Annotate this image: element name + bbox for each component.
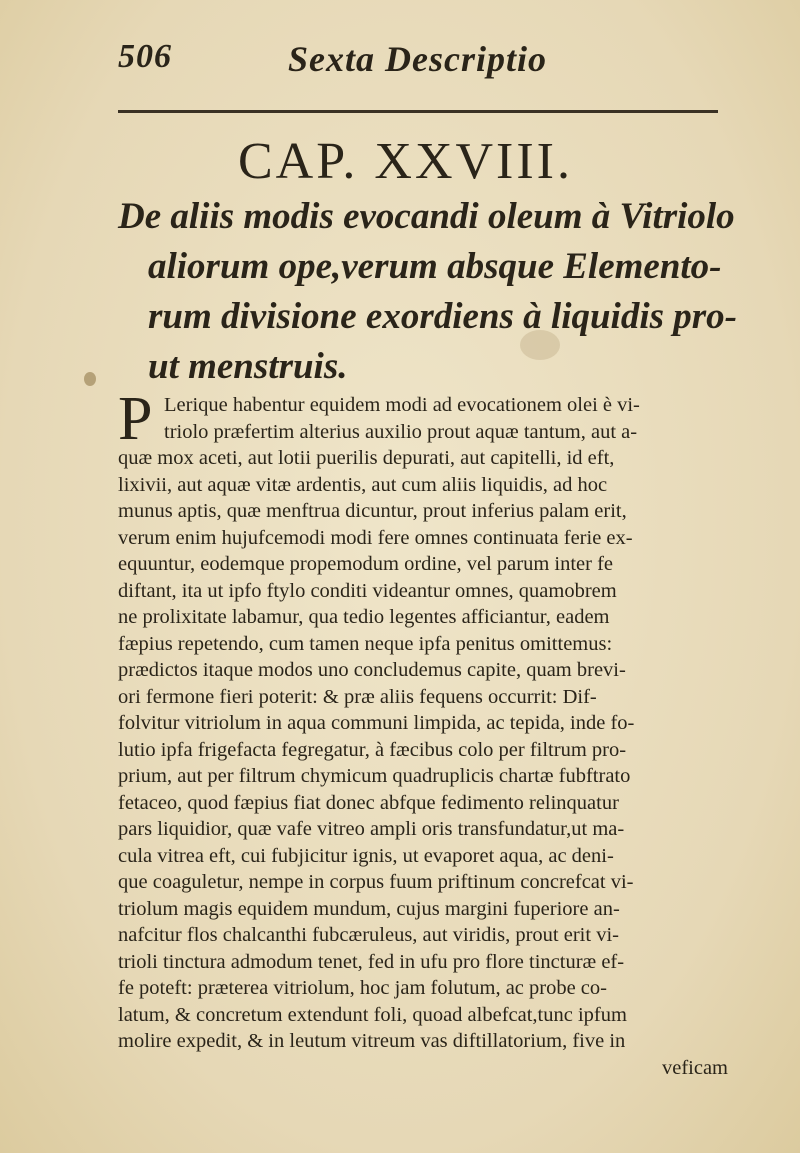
text-line: verum enim hujufcemodi modi fere omnes continuata ferie ex- [118, 526, 633, 549]
chapter-title-line: ut menstruis. [148, 346, 348, 387]
body-text [118, 385, 728, 1081]
text-line: nafcitur flos chalcanthi fubcæruleus, aut viridis, prout erit vi- [118, 924, 619, 946]
text-line: ne prolixitate labamur, qua tedio legentes afficiantur, eadem [118, 606, 610, 628]
ink-stain [84, 372, 96, 386]
chapter-heading: CAP. XXVIII. [238, 133, 573, 190]
page-number: 506 [118, 38, 172, 75]
text-line: latum, & concretum extendunt foli, quoad albefcat,tunc ipfum [118, 1003, 627, 1026]
running-head [118, 38, 718, 86]
chapter-title-line: rum divisione exordiens à liquidis pro- [148, 296, 737, 337]
text-line: trioli tinctura admodum tenet, fed in ufu pro flore tincturæ ef- [118, 950, 625, 973]
text-line: pars liquidior, quæ vafe vitreo ampli oris transfundatur,ut ma- [118, 818, 625, 840]
text-line: fæpius repetendo, cum tamen neque ipfa penitus omittemus: [118, 632, 613, 655]
text-line: lutio ipfa frigefacta fegregatur, à fæcibus colo per filtrum pro- [118, 738, 627, 761]
text-line: munus aptis, quæ menftrua dicuntur, prout inferius palam erit, [118, 500, 627, 522]
text-line: que coaguletur, nempe in corpus fuum priftinum concrefcat vi- [118, 871, 634, 893]
text-line: prædictos itaque modos uno concludemus capite, quam brevi- [118, 659, 626, 681]
text-line: quæ mox aceti, aut lotii puerilis depurati, aut capitelli, id eft, [118, 447, 615, 469]
header-rule [118, 110, 718, 113]
text-line: lixivii, aut aquæ vitæ ardentis, aut cum aliis liquidis, ad hoc [118, 473, 608, 496]
text-line: folvitur vitriolum in aqua communi limpida, ac tepida, inde fo- [118, 712, 635, 734]
chapter-title-line: aliorum ope,verum absque Elemento- [148, 246, 722, 287]
text-line: triolo præfertim alterius auxilio prout aquæ tantum, aut a- [164, 420, 638, 443]
text-line: fetaceo, quod fæpius fiat donec abfque fedimento relinquatur [118, 791, 619, 814]
text-line: fe poteft: præterea vitriolum, hoc jam folutum, ac probe co- [118, 977, 607, 999]
text-line: prium, aut per filtrum chymicum quadruplicis chartæ fubftrato [118, 765, 631, 787]
text-line: equuntur, eodemque propemodum ordine, vel parum inter fe [118, 553, 614, 575]
text-line: triolum magis equidem mundum, cujus margini fuperiore an- [118, 897, 620, 920]
chapter-title [118, 192, 743, 392]
drop-cap: P [118, 385, 153, 453]
text-line: molire expedit, & in leutum vitreum vas diftillatorium, five in [118, 1030, 626, 1052]
catchword: veficam [661, 1056, 728, 1079]
chapter-title-line: De aliis modis evocandi oleum à Vitriolo [118, 196, 735, 237]
running-title: Sexta Descriptio [288, 39, 547, 79]
text-line: cula vitrea eft, cui fubjicitur ignis, ut evaporet aqua, ac deni- [118, 844, 614, 867]
text-line: ori fermone fieri poterit: & præ aliis fequens occurrit: Dif- [118, 685, 597, 708]
text-line: Lerique habentur equidem modi ad evocationem olei è vi- [164, 394, 640, 416]
text-line: diftant, ita ut ipfo ftylo conditi videantur omnes, quamobrem [118, 579, 617, 602]
